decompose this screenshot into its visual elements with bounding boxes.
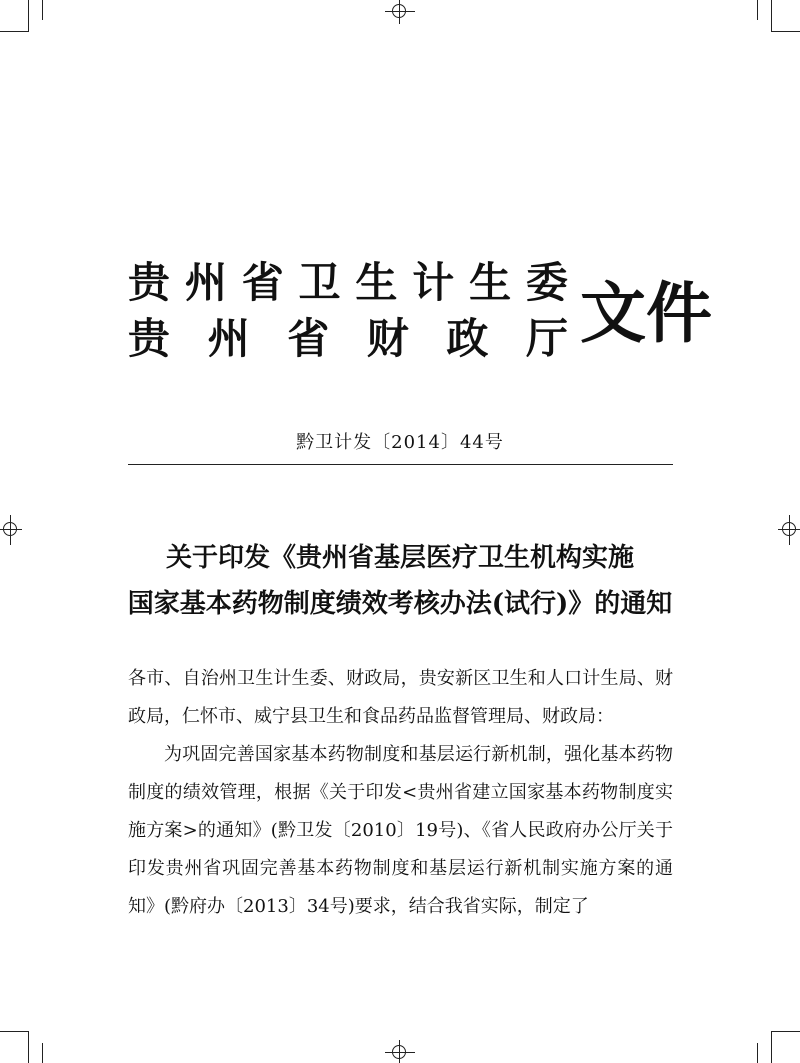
addressees-paragraph: 各市、自治州卫生计生委、财政局，贵安新区卫生和人口计生局、财政局，仁怀市、威宁县卫生和食品药品监督管理局、财政局： <box>128 668 673 727</box>
document-number: 黔卫计发〔2014〕44号 <box>296 432 504 453</box>
notice-title-line-2: 国家基本药物制度绩效考核办法(试行)》的通知 <box>127 589 673 619</box>
issuing-agencies <box>128 258 568 374</box>
notice-title <box>0 535 800 627</box>
body-paragraph-1: 为巩固完善国家基本药物制度和基层运行新机制，强化基本药物制度的绩效管理，根据《关于印发<贵州省建立国家基本药物制度实施方案>的通知》(黔卫发〔2010〕19号)、《省人民政府办公厅关于印发贵州省巩固完善基本药物制度和基层运行新机制实施方案的通知》(黔府办〔2013〕34号)要求，结合我省实际，制定了 <box>128 744 673 917</box>
issuer-health-commission: 贵 州 省 卫 生 计 生 委 <box>128 258 568 307</box>
issuer-finance-department: 贵 州 省 财 政 厅 <box>128 314 568 363</box>
document-body <box>128 660 673 926</box>
header-divider <box>128 464 673 465</box>
notice-title-line-1: 关于印发《贵州省基层医疗卫生机构实施 <box>165 543 634 573</box>
document-type-label: 文件 <box>580 274 712 352</box>
